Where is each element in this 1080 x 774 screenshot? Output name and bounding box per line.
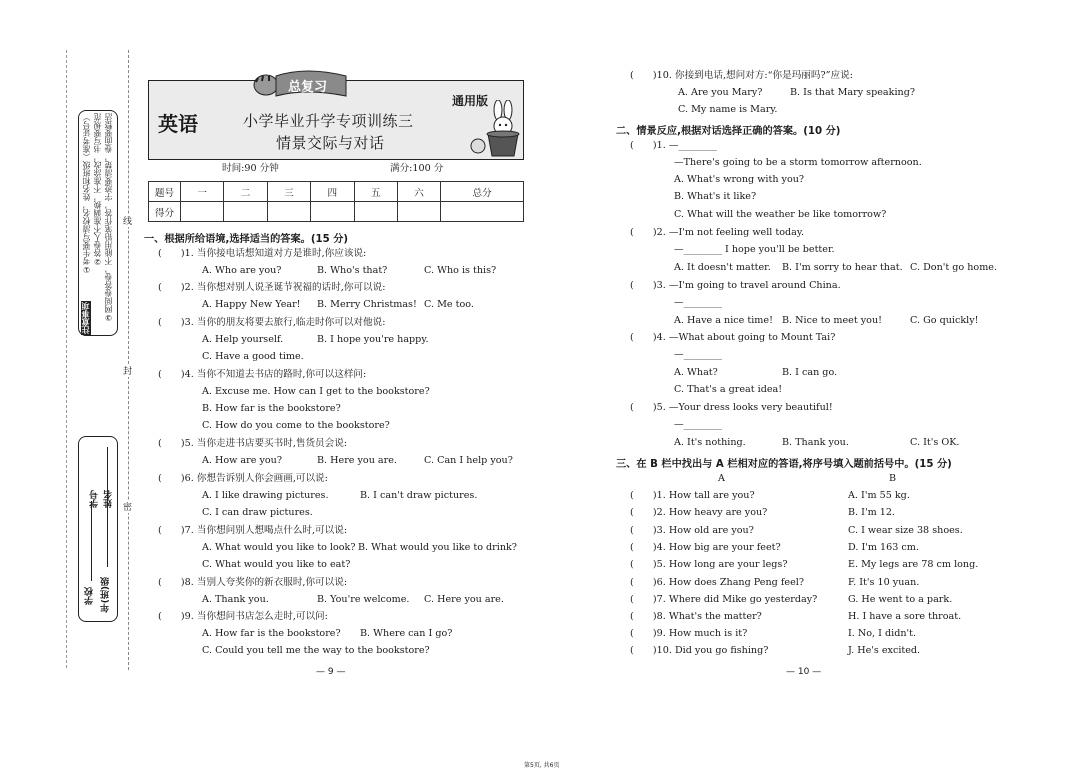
score-input[interactable] — [441, 202, 524, 222]
s3-question: ( )1. How tall are you? — [630, 490, 755, 501]
s1-option: B. I can't draw pictures. — [360, 490, 478, 501]
score-header-row — [149, 182, 524, 202]
score-table — [148, 181, 524, 222]
s2-option: C. That's a great idea! — [674, 384, 783, 395]
s1-option: A. Help yourself. — [202, 334, 284, 345]
s3-answer: D. I'm 163 cm. — [848, 542, 919, 553]
s2-dialog-line: —________ — [674, 349, 722, 360]
s3-answer: B. I'm 12. — [848, 507, 895, 518]
s2-dialog-line: —________ I hope you'll be better. — [674, 244, 835, 255]
edition-label: 通用版 — [452, 94, 489, 108]
score-cell: 五 — [354, 182, 397, 202]
s1-question: ( )8. 当别人夸奖你的新衣服时,你可以说: — [158, 577, 348, 588]
s1-option: B. What would you like to drink? — [358, 542, 517, 553]
s2-question: ( )4. —What about going to Mount Tai? — [630, 332, 836, 343]
score-input[interactable] — [181, 202, 224, 222]
s3-question: ( )2. How heavy are you? — [630, 507, 768, 518]
score-input[interactable] — [354, 202, 397, 222]
s2-question: ( )3. —I'm going to travel around China. — [630, 280, 841, 291]
s1-option: A. Who are you? — [202, 265, 282, 276]
s1-option: A. How far is the bookstore? — [202, 628, 341, 639]
s1-question: ( )2. 当你想对别人说圣诞节祝福的话时,你可以说: — [158, 282, 386, 293]
score-cell: 四 — [311, 182, 354, 202]
s1-option: C. What would you like to eat? — [202, 559, 351, 570]
s1-option: C. Who is this? — [424, 265, 497, 276]
s1-question: ( )1. 当你接电话想知道对方是谁时,你应该说: — [158, 248, 367, 259]
s3-question: ( )6. How does Zhang Peng feel? — [630, 577, 804, 588]
s2-dialog-line: —There's going to be a storm tomorrow afternoon. — [674, 157, 922, 168]
s3-answer: F. It's 10 yuan. — [848, 577, 920, 588]
school-underline — [91, 501, 92, 581]
s1-option: B. Is that Mary speaking? — [790, 87, 915, 98]
id-label: 学号 — [90, 490, 100, 508]
s3-answer: E. My legs are 78 cm long. — [848, 559, 979, 570]
column-b-header: B — [889, 473, 897, 484]
s2-dialog-line: —________ — [674, 297, 722, 308]
notice-line-3: ③网阅卷答卷，不能用铅笔作答，字迹要清楚，卷面要整洁 — [104, 113, 113, 322]
score-value-row — [149, 202, 524, 222]
s2-option: A. Have a nice time! — [674, 315, 773, 326]
s1-option: A. Happy New Year! — [202, 299, 301, 310]
s1-option: A. Excuse me. How can I get to the bookstore? — [202, 386, 430, 397]
s1-option: A. How are you? — [202, 455, 282, 466]
score-cell: 二 — [224, 182, 267, 202]
s1-option: B. Who's that? — [317, 265, 388, 276]
review-banner-graphic — [246, 68, 354, 102]
seal-line — [128, 50, 129, 670]
s2-option: A. It doesn't matter. — [674, 262, 771, 273]
s2-option: B. What's it like? — [674, 191, 757, 202]
notice-box — [78, 110, 118, 336]
s2-question: ( )5. —Your dress looks very beautiful! — [630, 402, 833, 413]
s1-question: ( )7. 当你想问别人想喝点什么时,可以说: — [158, 525, 348, 536]
score-cell: 三 — [267, 182, 310, 202]
score-input[interactable] — [397, 202, 440, 222]
topic-title: 情景交际与对话 — [276, 134, 385, 152]
s3-answer: H. I have a sore throat. — [848, 611, 962, 622]
page-number-left: — 9 — — [316, 667, 346, 677]
s1-question: ( )10. 你接到电话,想问对方:“你是玛丽吗?”应说: — [630, 70, 853, 81]
s1-option: C. How do you come to the bookstore? — [202, 420, 390, 431]
score-input[interactable] — [311, 202, 354, 222]
school-label: 学校 — [85, 587, 95, 605]
name-label: 姓名 — [104, 490, 114, 508]
section3-title: 三、在 B 栏中找出与 A 栏相对应的答语,将序号填入题前括号中。(15 分) — [616, 459, 952, 470]
s1-option: B. Here you are. — [317, 455, 397, 466]
s2-option: B. I can go. — [782, 367, 838, 378]
s3-question: ( )5. How long are your legs? — [630, 559, 788, 570]
column-a-header: A — [718, 473, 725, 484]
s1-option: C. I can draw pictures. — [202, 507, 313, 518]
s2-dialog-line: —________ — [674, 419, 722, 430]
s1-option: A. Are you Mary? — [678, 87, 763, 98]
s3-answer: G. He went to a park. — [848, 594, 953, 605]
s2-option: A. What? — [674, 367, 718, 378]
page-number-right: — 10 — — [786, 667, 822, 677]
notice-line-2: ②答卷人不准调换，不准涂改，书写要规范 — [93, 113, 102, 266]
s1-question: ( )5. 当你走进书店要买书时,售货员会说: — [158, 438, 348, 449]
s2-question: ( )2. —I'm not feeling well today. — [630, 227, 805, 238]
s1-question: ( )4. 当你不知道去书店的路时,你可以这样问: — [158, 369, 367, 380]
s1-option: C. Can I help you? — [424, 455, 513, 466]
s2-option: C. What will the weather be like tomorrow? — [674, 209, 887, 220]
s2-option: B. Thank you. — [782, 437, 849, 448]
s1-option: C. Could you tell me the way to the bookstore? — [202, 645, 430, 656]
sheet-counter: 第5页, 共6页 — [524, 762, 560, 769]
s1-option: B. Where can I go? — [360, 628, 453, 639]
s1-question: ( )3. 当你的朋友将要去旅行,临走时你可以对他说: — [158, 317, 386, 328]
s3-question: ( )7. Where did Mike go yesterday? — [630, 594, 818, 605]
score-cell: 六 — [397, 182, 440, 202]
class-label: 年(班)级 — [101, 577, 111, 613]
s1-option: C. My name is Mary. — [678, 104, 778, 115]
rabbit-hat-illustration — [468, 100, 522, 158]
score-input[interactable] — [224, 202, 267, 222]
s3-answer: J. He's excited. — [848, 645, 921, 656]
s2-option: B. I'm sorry to hear that. — [782, 262, 903, 273]
seal-char-bottom: 密 — [123, 500, 132, 513]
subject-title: 英语 — [158, 112, 198, 136]
s3-question: ( )9. How much is it? — [630, 628, 748, 639]
score-cell: 总分 — [441, 182, 524, 202]
score-cell: 得分 — [149, 202, 181, 222]
s2-option: C. Don't go home. — [910, 262, 998, 273]
s1-option: A. Thank you. — [202, 594, 269, 605]
score-cell: 题号 — [149, 182, 181, 202]
s1-option: B. You're welcome. — [317, 594, 410, 605]
s3-answer: A. I'm 55 kg. — [848, 490, 910, 501]
s1-option: A. What would you like to look? — [202, 542, 356, 553]
s1-option: C. Me too. — [424, 299, 474, 310]
student-info-box — [78, 436, 118, 622]
s3-question: ( )10. Did you go fishing? — [630, 645, 769, 656]
seal-char-top: 线 — [123, 214, 132, 227]
s2-option: C. Go quickly! — [910, 315, 979, 326]
s1-option: B. Merry Christmas! — [317, 299, 417, 310]
s1-option: C. Have a good time. — [202, 351, 304, 362]
s2-option: A. What's wrong with you? — [674, 174, 805, 185]
seal-char-mid: 封 — [123, 364, 132, 377]
exam-time: 时间:90 分钟 — [222, 163, 279, 174]
s2-question: ( )1. —________ — [630, 140, 717, 151]
score-input[interactable] — [267, 202, 310, 222]
banner-text: 总复习 — [288, 80, 328, 95]
s1-question: ( )9. 当你想问书店怎么走时,可以问: — [158, 611, 328, 622]
series-title: 小学毕业升学专项训练三 — [243, 112, 414, 130]
s3-question: ( )4. How big are your feet? — [630, 542, 781, 553]
s3-answer: I. No, I didn't. — [848, 628, 917, 639]
s1-option: B. I hope you're happy. — [317, 334, 429, 345]
section2-title: 二、情景反应,根据对话选择正确的答案。(10 分) — [616, 126, 841, 137]
notice-label: 注意事项 — [81, 302, 90, 334]
s1-option: B. How far is the bookstore? — [202, 403, 341, 414]
s2-option: A. It's nothing. — [674, 437, 746, 448]
s1-option: C. Here you are. — [424, 594, 504, 605]
full-score: 满分:100 分 — [390, 163, 444, 174]
section1-title: 一、根据所给语境,选择适当的答案。(15 分) — [144, 234, 349, 245]
score-cell: 一 — [181, 182, 224, 202]
s3-answer: C. I wear size 38 shoes. — [848, 525, 963, 536]
s3-question: ( )8. What's the matter? — [630, 611, 762, 622]
s3-question: ( )3. How old are you? — [630, 525, 754, 536]
s2-option: B. Nice to meet you! — [782, 315, 882, 326]
s1-question: ( )6. 你想告诉别人你会画画,可以说: — [158, 473, 328, 484]
s2-option: C. It's OK. — [910, 437, 960, 448]
notice-line-1: ①考生要写清校名，姓名和班级（准考证号） — [82, 113, 91, 274]
s1-option: A. I like drawing pictures. — [202, 490, 329, 501]
